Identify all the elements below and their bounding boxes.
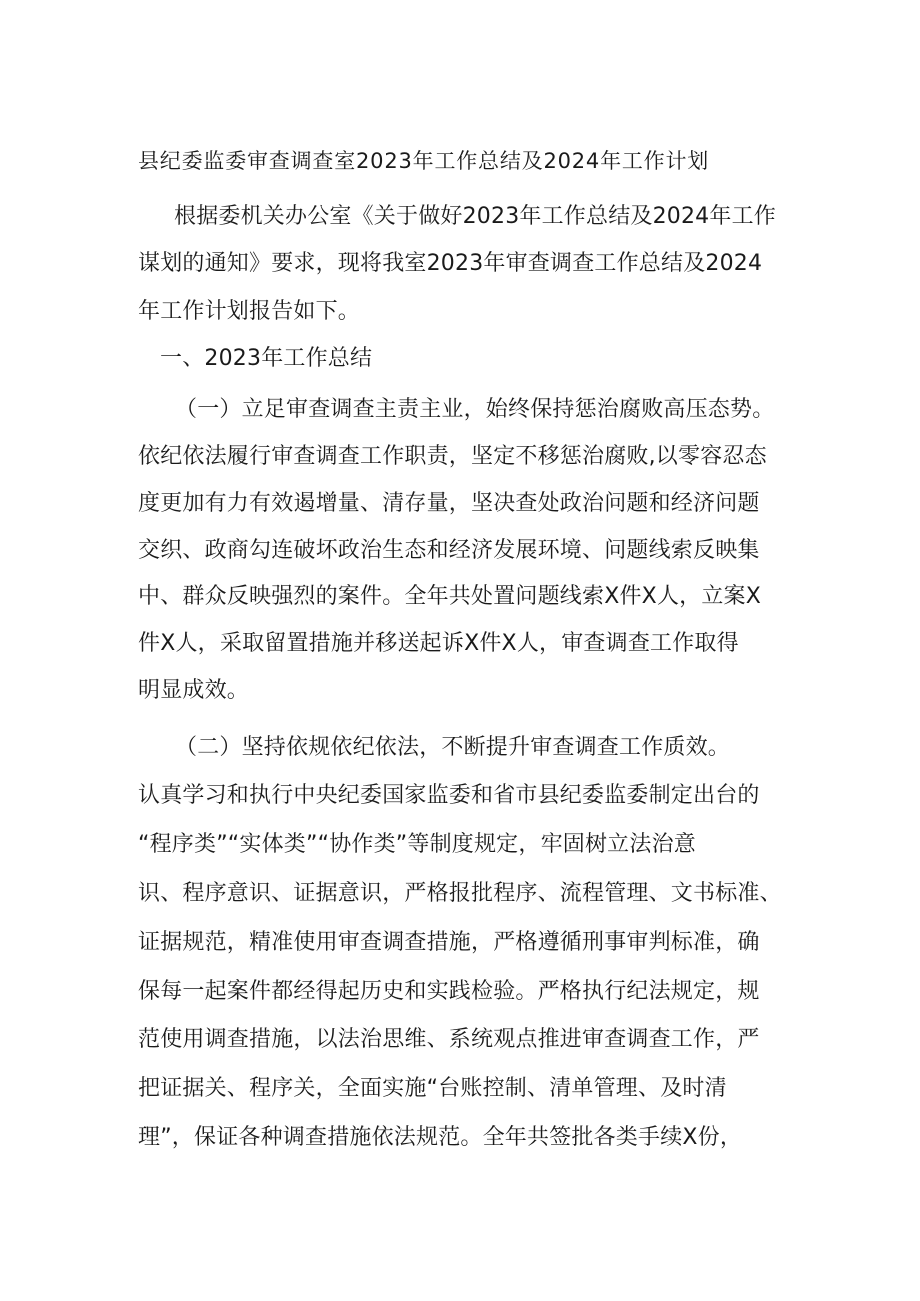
item2-heading: （二）坚持依规依纪依法，不断提升审查调查工作质效。	[175, 735, 731, 760]
item2-line-8: 把证据关、程序关，全面实施“台账控制、清单管理、及时清	[138, 1076, 727, 1101]
item1-heading: （一）立足审查调查主责主业，始终保持惩治腐败高压态势。	[175, 397, 775, 422]
item2-line-2: 认真学习和执行中央纪委国家监委和省市县纪委监委制定出台的	[138, 783, 760, 808]
item1-line-7: 明显成效。	[138, 678, 250, 703]
item2-line-3: “程序类”“实体类”“协作类”等制度规定，牢固树立法治意	[138, 832, 696, 857]
intro-line-2: 谋划的通知》要求，现将我室2023年审查调查工作总结及2024	[138, 251, 763, 276]
item2-line-4: 识、程序意识、证据意识，严格报批程序、流程管理、文书标准、	[138, 881, 782, 906]
item1-line-4: 交织、政商勾连破坏政治生态和经济发展环境、问题线索反映集	[138, 538, 760, 563]
intro-line-1: 根据委机关办公室《关于做好2023年工作总结及2024年工作	[174, 204, 776, 229]
item2-line-7: 范使用调查措施，以法治思维、系统观点推进审查调查工作，严	[138, 1027, 760, 1052]
item2-line-5: 证据规范，精准使用审查调查措施，严格遵循刑事审判标准，确	[138, 930, 760, 955]
document-title: 县纪委监委审查调查室2023年工作总结及2024年工作计划	[138, 149, 710, 173]
item1-line-2: 依纪依法履行审查调查工作职责，坚定不移惩治腐败,以零容忍态	[138, 444, 767, 469]
item1-line-6: 件X人，采取留置措施并移送起诉X件X人，审查调查工作取得	[138, 631, 739, 656]
section-heading: 一、2023年工作总结	[160, 346, 373, 371]
item1-line-5: 中、群众反映强烈的案件。全年共处置问题线索X件X人，立案X	[138, 584, 762, 609]
item2-line-9: 理”，保证各种调查措施依法规范。全年共签批各类手续X份，	[138, 1125, 743, 1150]
item2-line-6: 保每一起案件都经得起历史和实践检验。严格执行纪法规定，规	[138, 979, 760, 1004]
intro-line-3: 年工作计划报告如下。	[138, 299, 361, 324]
item1-line-3: 度更加有力有效遏增量、清存量，坚决查处政治问题和经济问题	[138, 491, 760, 516]
